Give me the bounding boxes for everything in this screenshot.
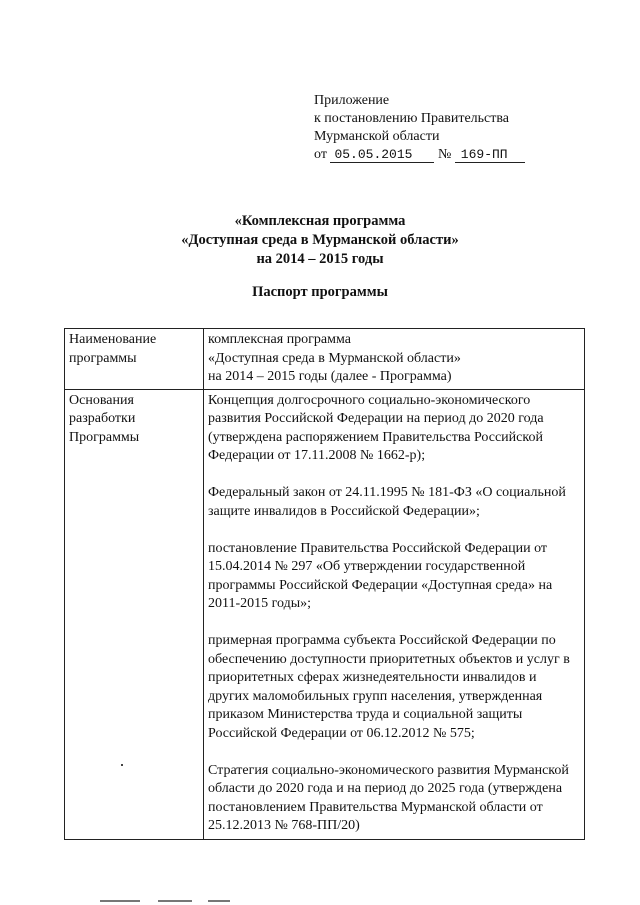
title-line-3: на 2014 – 2015 годы [256,251,384,267]
resolution-date: 05.05.2015 [330,147,434,163]
basis-paragraph: Концепция долгосрочного социально-экономического развития Российской Федерации на период до 2020 года (утверждена распоряжением Правительства Российской Федерации от 17.11.2008 № 1662-р); [208,392,544,463]
basis-paragraph: примерная программа субъекта Российской Федерации по обеспечению доступности приоритетных объектов и услуг в приоритетных сферах жизнедеятельности инвалидов и других маломобильных групп населения, утвержденная приказом Министерства труда и социальной защиты Российской Федерации от 06.12.2012 № 575; [208,633,570,741]
passport-table [64,328,585,840]
row-value-cell [204,389,585,839]
label-line: Наименование [69,332,157,347]
basis-paragraph: Стратегия социально-экономического развития Мурманской области до 2020 года и на период до 2025 года (утверждена постановлением Правительства Мурманской области от 25.12.2013 № 768-ПП/20) [208,762,569,833]
row-label-cell [65,329,204,390]
appendix-line-2: к постановлению Правительства [314,111,510,126]
label-line: разработки [69,411,136,426]
scan-speck [121,764,123,766]
table-row [65,389,585,839]
table-row [65,329,585,390]
date-prefix: от [314,147,327,162]
label-line: Программы [69,429,140,445]
appendix-line-3: Мурманской области [314,129,440,144]
value-line: на 2014 – 2015 годы (далее - Программа) [208,369,452,384]
appendix-date-line [314,146,525,164]
appendix-block [314,92,525,164]
title-line-1: «Комплексная программа [234,213,406,229]
title-line-2: «Доступная среда в Мурманской области» [181,232,459,248]
basis-paragraph: постановление Правительства Российской Федерации от 15.04.2014 № 297 «Об утверждении государственной программы Российской Федерации «Доступная среда» на 2011-2015 годы»; [208,540,553,611]
row-value-cell [204,329,585,390]
appendix-line-1: Приложение [314,93,390,108]
number-prefix: № [437,147,452,162]
resolution-number: 169-ПП [455,147,525,163]
basis-paragraph: Федеральный закон от 24.11.1995 № 181-ФЗ «О социальной защите инвалидов в Российской Федерации»; [208,485,566,519]
value-line: комплексная программа [208,332,351,347]
document-title [0,212,640,269]
value-line: «Доступная среда в Мурманской области» [208,350,461,366]
passport-heading: Паспорт программы [252,284,388,300]
label-line: программы [69,350,137,366]
row-label-cell [65,389,204,839]
scan-bottom-marks [100,898,260,905]
label-line: Основания [69,392,134,408]
